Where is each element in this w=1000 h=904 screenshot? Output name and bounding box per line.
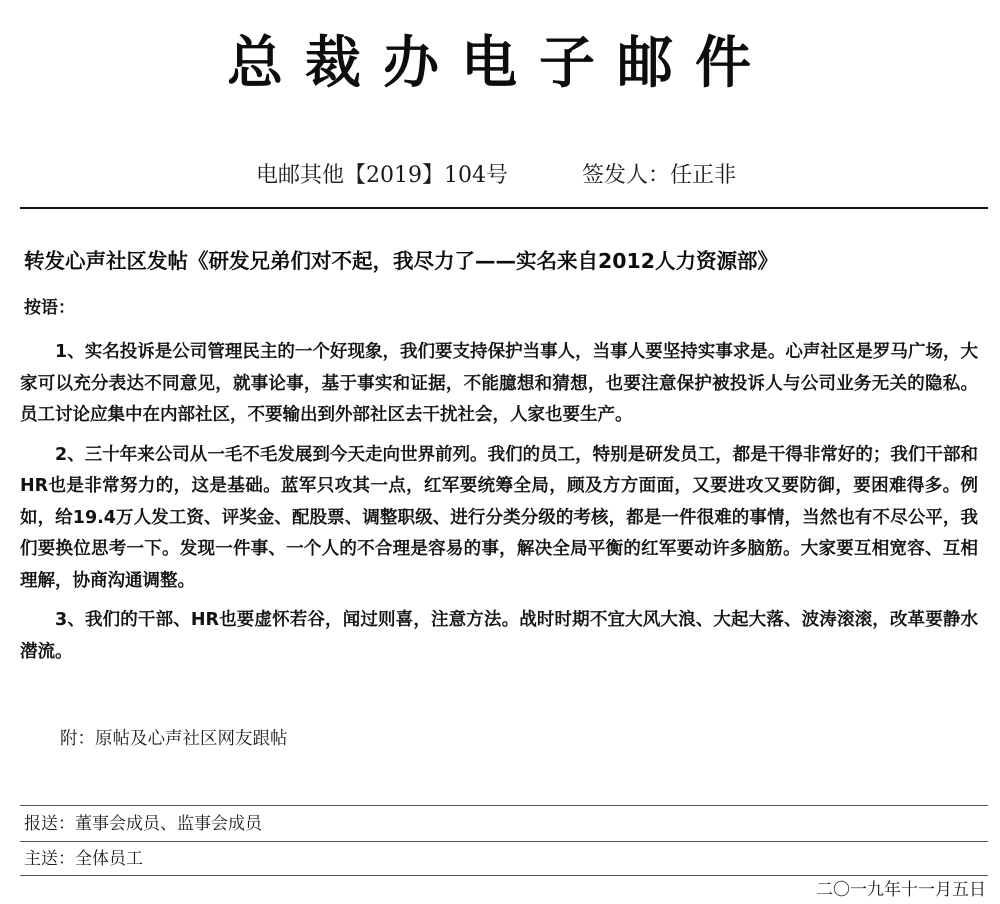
body-paragraph-3: 3、我们的干部、HR也要虚怀若谷，闻过则喜，注意方法。战时时期不宜大风大浪、大起大落、波涛滚滚，改革要静水潜流。 [20,610,978,662]
document-number: 电邮其他【2019】104号 [256,163,508,188]
document-body [20,337,978,676]
document-signer: 签发人：任正非 [582,163,737,188]
document-date: 二〇一九年十一月五日 [816,880,986,900]
body-paragraph-1: 1、实名投诉是公司管理民主的一个好现象，我们要支持保护当事人，当事人要坚持实事求是。心声社区是罗马广场，大家可以充分表达不同意见，就事论事，基于事实和证据，不能臆想和猜想，也要注意保护被投诉人与公司业务无关的隐私。员工讨论应集中在内部社区，不要输出到外部社区去干扰社会，人家也要生产。 [20,342,978,425]
body-paragraph-2: 2、三十年来公司从一毛不毛发展到今天走向世界前列。我们的员工，特别是研发员工，都是干得非常好的；我们干部和HR也是非常努力的，这是基础。蓝军只攻其一点，红军要统筹全局，顾及方方面面，又要进攻又要防御，要困难得多。例如，给19.4万人发工资、评奖金、配股票、调整职级、进行分类分级的考核，都是一件很难的事情，当然也有不尽公平，我们要换位思考一下。发现一件事、一个人的不合理是容易的事，解决全局平衡的红军要动许多脑筋。大家要互相宽容、互相理解，协商沟通调整。 [20,444,978,591]
attachment-note: 附：原帖及心声社区网友跟帖 [60,729,288,749]
document-reference-line [0,158,1000,194]
document-title: 总裁办电子邮件 [227,31,773,96]
preface-label: 按语： [24,298,75,318]
distribution-to: 主送：全体员工 [24,849,143,869]
footer-divider-middle [20,841,988,842]
document-subject: 转发心声社区发帖《研发兄弟们对不起，我尽力了——实名来自2012人力资源部》 [24,249,779,273]
distribution-cc: 报送：董事会成员、监事会成员 [24,814,262,834]
header-divider [20,207,988,209]
footer-divider-top [20,805,988,806]
